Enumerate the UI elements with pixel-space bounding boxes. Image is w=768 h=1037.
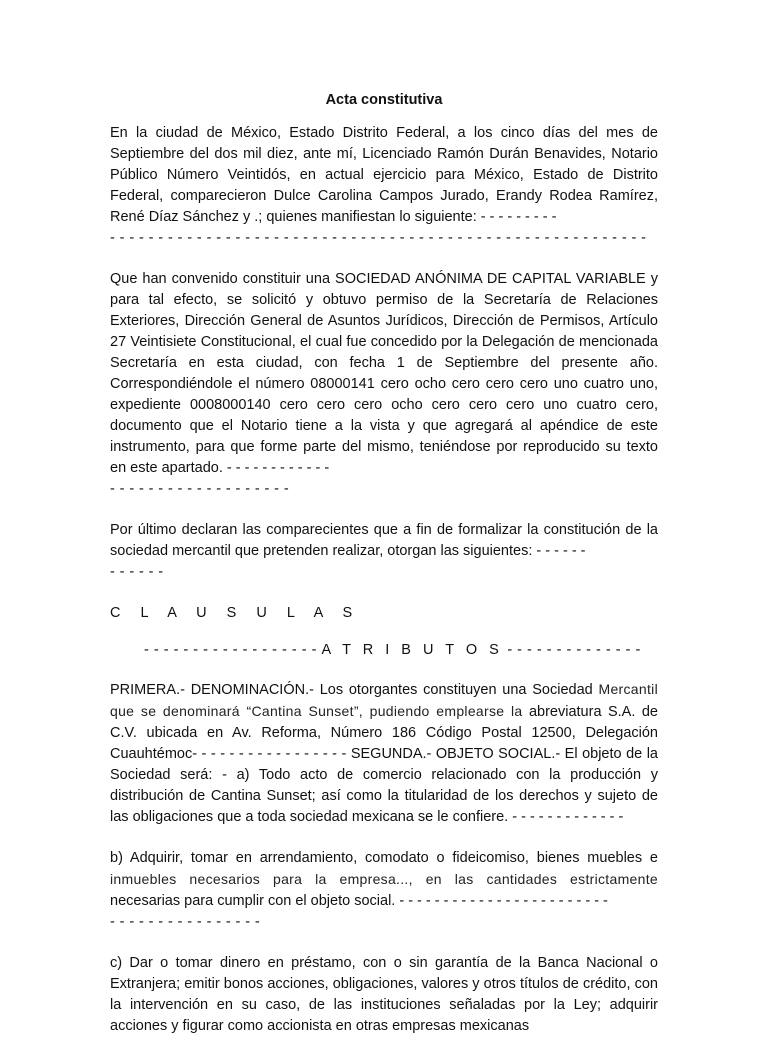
paragraph-primera-text-light: Mercantil que se denominará “Cantina Sunset”, pudiendo emplearse la: [110, 681, 658, 719]
paragraph-permit: [110, 269, 658, 500]
paragraph-clause-c-text: c) Dar o tomar dinero en préstamo, con o sin garantía de la Banca Nacional o Extranjera; emitir bonos acciones, obligaciones, valores y otros títulos de crédito, con la intervención en su caso, de las instituciones señaladas por la Ley; adquirir acciones y figurar como accionista en otras empresas mexicanas: [110, 955, 658, 1034]
dash-filler-line: - - - - - -: [110, 564, 164, 580]
paragraph-clause-b-text-a: b) Adquirir, tomar en arrendamiento, comodato o fideicomiso, bienes muebles e: [110, 850, 658, 866]
paragraph-opening: [110, 123, 658, 249]
atributos-left-dashes: - - - - - - - - - - - - - - - - - -: [144, 642, 317, 658]
paragraph-clause-c: [110, 953, 658, 1037]
atributos-word: A T R I B U T O S: [321, 642, 503, 658]
paragraph-clause-b: [110, 848, 658, 933]
paragraph-declaration: [110, 520, 658, 583]
paragraph-opening-text: En la ciudad de México, Estado Distrito Federal, a los cinco días del mes de Septiembre del dos mil diez, ante mí, Licenciado Ramón Durán Benavides, Notario Público Número Veintidós, en actual ejercicio para México, Estado de Distrito Federal, comparecieron Dulce Carolina Campos Jurado, Erandy Rodea Ramírez, René Díaz Sánchez y .; quienes manifiestan lo siguiente: - - - - - - - - -: [110, 125, 658, 225]
atributos-heading: [144, 640, 658, 661]
paragraph-primera-text-b: abreviatura S.A. de C.V. ubicada en Av. Reforma, Número 186 Código Postal 12500, Delegación Cuauhtémoc- - - - - - - - - - - - - - - - - SEGUNDA.- OBJETO SOCIAL.- El objeto de la Sociedad será: - a) Todo acto de comercio relacionado con la producción y distribución de Cantina Sunset; así como la titularidad de los derechos y sujeto de las obligaciones que a toda sociedad mexicana se le confiere. - - - - - - - - - - - - -: [110, 704, 658, 825]
paragraph-permit-text: Que han convenido constituir una SOCIEDAD ANÓNIMA DE CAPITAL VARIABLE y para tal efecto, se solicitó y obtuvo permiso de la Secretaría de Relaciones Exteriores, Dirección General de Asuntos Jurídicos, Dirección de Permisos, Artículo 27 Veintisiete Constitucional, el cual fue concedido por la Delegación de mencionada Secretaría en esta ciudad, con fecha 1 de Septiembre del presente año. Correspondiéndole el número 08000141 cero ocho cero cero cero uno cuatro uno, expediente 0008000140 cero cero cero ocho cero cero cero uno cuatro cero, documento que el Notario tiene a la vista y que agregará al apéndice de este instrumento, para que forme parte del mismo, teniéndose por reproducido su texto en este apartado. - - - - - - - - - - - -: [110, 271, 658, 476]
paragraph-clause-b-text-b: necesarias para cumplir con el objeto social. - - - - - - - - - - - - - - - - - - - - - - - -: [110, 893, 608, 909]
dash-filler-line: - - - - - - - - - - - - - - - -: [110, 914, 261, 930]
dash-filler-line: - - - - - - - - - - - - - - - - - - -: [110, 481, 290, 497]
clausulas-heading: C L A U S U L A S: [110, 605, 361, 621]
paragraph-declaration-text: Por último declaran las comparecientes que a fin de formalizar la constitución de la sociedad mercantil que pretenden realizar, otorgan las siguientes: - - - - - -: [110, 522, 658, 559]
document-title: Acta constitutiva: [325, 92, 443, 108]
paragraph-primera: [110, 679, 658, 828]
paragraph-primera-text-a: PRIMERA.- DENOMINACIÓN.- Los otorgantes constituyen una Sociedad: [110, 682, 599, 698]
dash-filler-line: - - - - - - - - - - - - - - - - - - - - - - - - - - - - - - - - - - - - - - - - - - - - - - - - - - - - - - - -: [110, 230, 647, 246]
atributos-right-dashes: - - - - - - - - - - - - - -: [507, 642, 641, 658]
paragraph-clause-b-text-light: inmuebles necesarios para la empresa..., en las cantidades estrictamente: [110, 871, 658, 887]
